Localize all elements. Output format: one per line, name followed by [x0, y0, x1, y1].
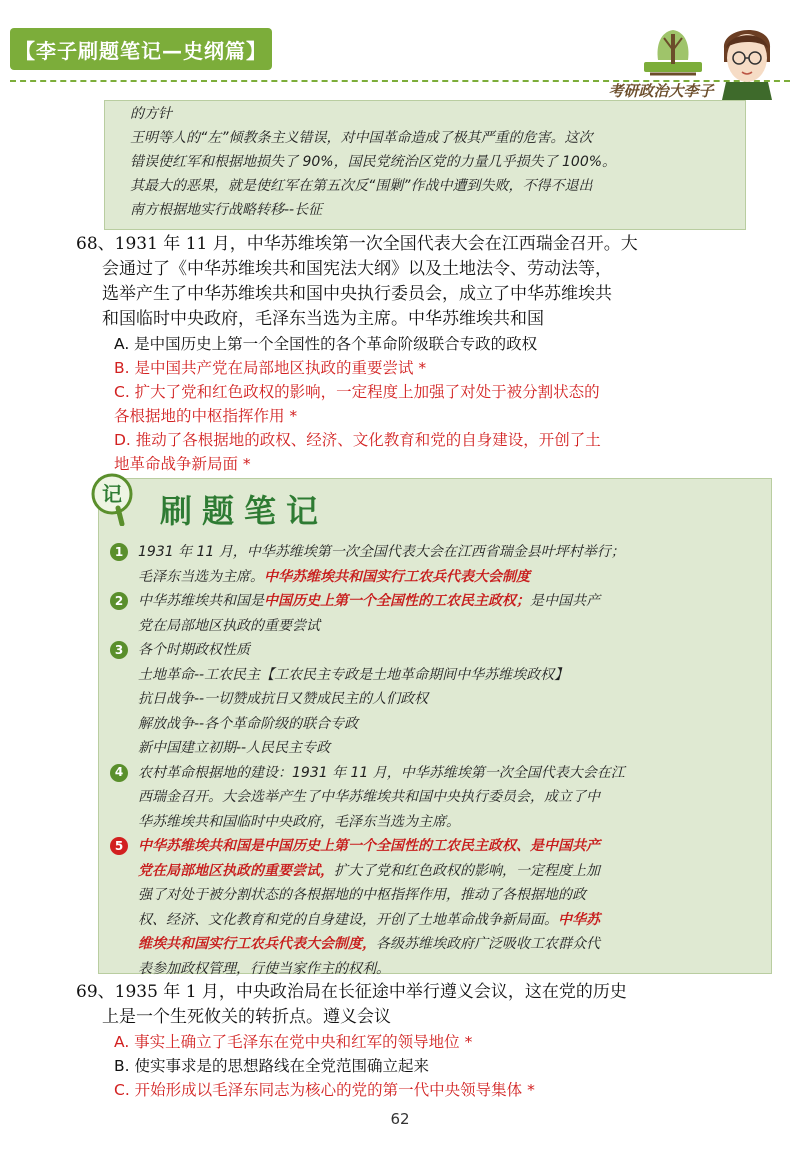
option-b: B. 是中国共产党在局部地区执政的重要尝试 * [114, 359, 427, 377]
note-text: 党在局部地区执政的重要尝试 [138, 617, 320, 634]
number-badge: 3 [110, 641, 128, 659]
note-item-3 [108, 638, 748, 663]
note-text: 中华苏维埃共和国是 [138, 593, 264, 609]
question-stem-line: 和国临时中央政府，毛泽东当选为主席。中华苏维埃共和国 [102, 309, 544, 329]
option-d: D. 推动了各根据地的政权、经济、文化教育和党的自身建设，开创了土 [114, 431, 601, 449]
note-text: 扩大了党和红色政权的影响，一定程度上加 [334, 862, 600, 879]
page-number: 62 [390, 1110, 410, 1128]
number-badge: 2 [110, 592, 128, 610]
note-highlight: 中华苏 [558, 911, 600, 928]
note-text: 各个时期政权性质 [138, 642, 250, 658]
note-text: 抗日战争--一切赞成抗日又赞成民主的人们政权 [138, 691, 429, 707]
note-text: 新中国建立初期--人民民主专政 [138, 740, 331, 756]
note-highlight: 党在局部地区执政的重要尝试， [138, 862, 334, 879]
magnifier-note-icon [88, 470, 138, 526]
summary-line: 王明等人的“左”倾教条主义错误，对中国革命造成了极其严重的危害。这次 [130, 130, 593, 146]
note-text: 是中国共产 [530, 593, 600, 609]
question-stem-line: 会通过了《中华苏维埃共和国宪法大纲》以及土地法令、劳动法等， [102, 259, 612, 279]
number-badge: 5 [110, 837, 128, 855]
note-text: 强了对处于被分割状态的各根据地的中枢指挥作用，推动了各根据地的政 [138, 887, 586, 903]
note-highlight: 中华苏维埃共和国是中国历史上第一个全国性的工农民主政权、是中国共产 [138, 838, 600, 854]
note-highlight: 中国历史上第一个全国性的工农民主政权； [264, 593, 530, 609]
note-text: 华苏维埃共和国临时中央政府，毛泽东当选为主席。 [138, 813, 460, 830]
summary-line: 南方根据地实行战略转移--长征 [130, 202, 323, 218]
question-stem-line: 68、1931 年 11 月，中华苏维埃第一次全国代表大会在江西瑞金召开。大 [76, 234, 638, 254]
note-text: 农村革命根据地的建设：1931 年 11 月，中华苏维埃第一次全国代表大会在江 [138, 764, 625, 781]
note-item-2 [108, 589, 748, 638]
question-stem-line: 69、1935 年 1 月，中央政治局在长征途中举行遵义会议，这在党的历史 [76, 982, 627, 1002]
number-badge: 4 [110, 764, 128, 782]
note-item-4 [108, 761, 748, 835]
tree-book-logo-icon [630, 20, 716, 82]
note-text: 表参加政权管理，行使当家作主的权利。 [138, 960, 390, 977]
question-69 [76, 980, 766, 1102]
notes-body [108, 540, 748, 981]
note-text: 西瑞金召开。大会选举产生了中华苏维埃共和国中央执行委员会，成立了中 [138, 789, 600, 805]
option-d-cont: 地革命战争新局面 * [114, 455, 251, 473]
note-text: 各级苏维埃政府广泛吸收工农群众代 [376, 936, 600, 952]
note-text: 解放战争--各个革命阶级的联合专政 [138, 715, 359, 732]
summary-line: 的方针 [130, 106, 172, 122]
summary-line: 错误使红军和根据地损失了 90%，国民党统治区党的力量几乎损失了 100%。 [130, 154, 617, 170]
note-text: 毛泽东当选为主席。 [138, 568, 264, 585]
header-tag: 【李子刷题笔记—史纲篇】 [10, 28, 272, 70]
summary-text [130, 102, 730, 222]
option-b: B. 使实事求是的思想路线在全党范围确立起来 [114, 1057, 429, 1075]
note-text: 1931 年 11 月，中华苏维埃第一次全国代表大会在江西省瑞金县叶坪村举行； [138, 544, 625, 560]
svg-text:记: 记 [102, 482, 122, 506]
note-item-5 [108, 834, 748, 981]
option-c-cont: 各根据地的中枢指挥作用 * [114, 407, 298, 425]
note-highlight: 中华苏维埃共和国实行工农兵代表大会制度 [264, 568, 530, 585]
avatar [716, 18, 778, 100]
note-item-1 [108, 540, 748, 589]
summary-line: 其最大的恶果，就是使红军在第五次反“围剿”作战中遭到失败，不得不退出 [130, 178, 593, 194]
brand-name: 考研政治大李子 [608, 82, 714, 100]
note-text: 土地革命--工农民主【工农民主专政是土地革命期间中华苏维埃政权】 [138, 666, 569, 683]
option-a: A. 是中国历史上第一个全国性的各个革命阶级联合专政的政权 [114, 335, 538, 353]
note-highlight: 维埃共和国实行工农兵代表大会制度， [138, 936, 376, 952]
number-badge: 1 [110, 543, 128, 561]
option-a: A. 事实上确立了毛泽东在党中央和红军的领导地位 * [114, 1033, 473, 1051]
option-c: C. 扩大了党和红色政权的影响，一定程度上加强了对处于被分割状态的 [114, 383, 600, 401]
option-c: C. 开始形成以毛泽东同志为核心的党的第一代中央领导集体 * [114, 1081, 535, 1099]
question-stem-line: 上是一个生死攸关的转折点。遵义会议 [102, 1007, 391, 1027]
note-text: 权、经济、文化教育和党的自身建设，开创了土地革命战争新局面。 [138, 911, 558, 928]
question-68 [76, 232, 766, 476]
question-stem-line: 选举产生了中华苏维埃共和国中央执行委员会，成立了中华苏维埃共 [102, 284, 612, 304]
notes-title: 刷题笔记 [160, 492, 329, 530]
